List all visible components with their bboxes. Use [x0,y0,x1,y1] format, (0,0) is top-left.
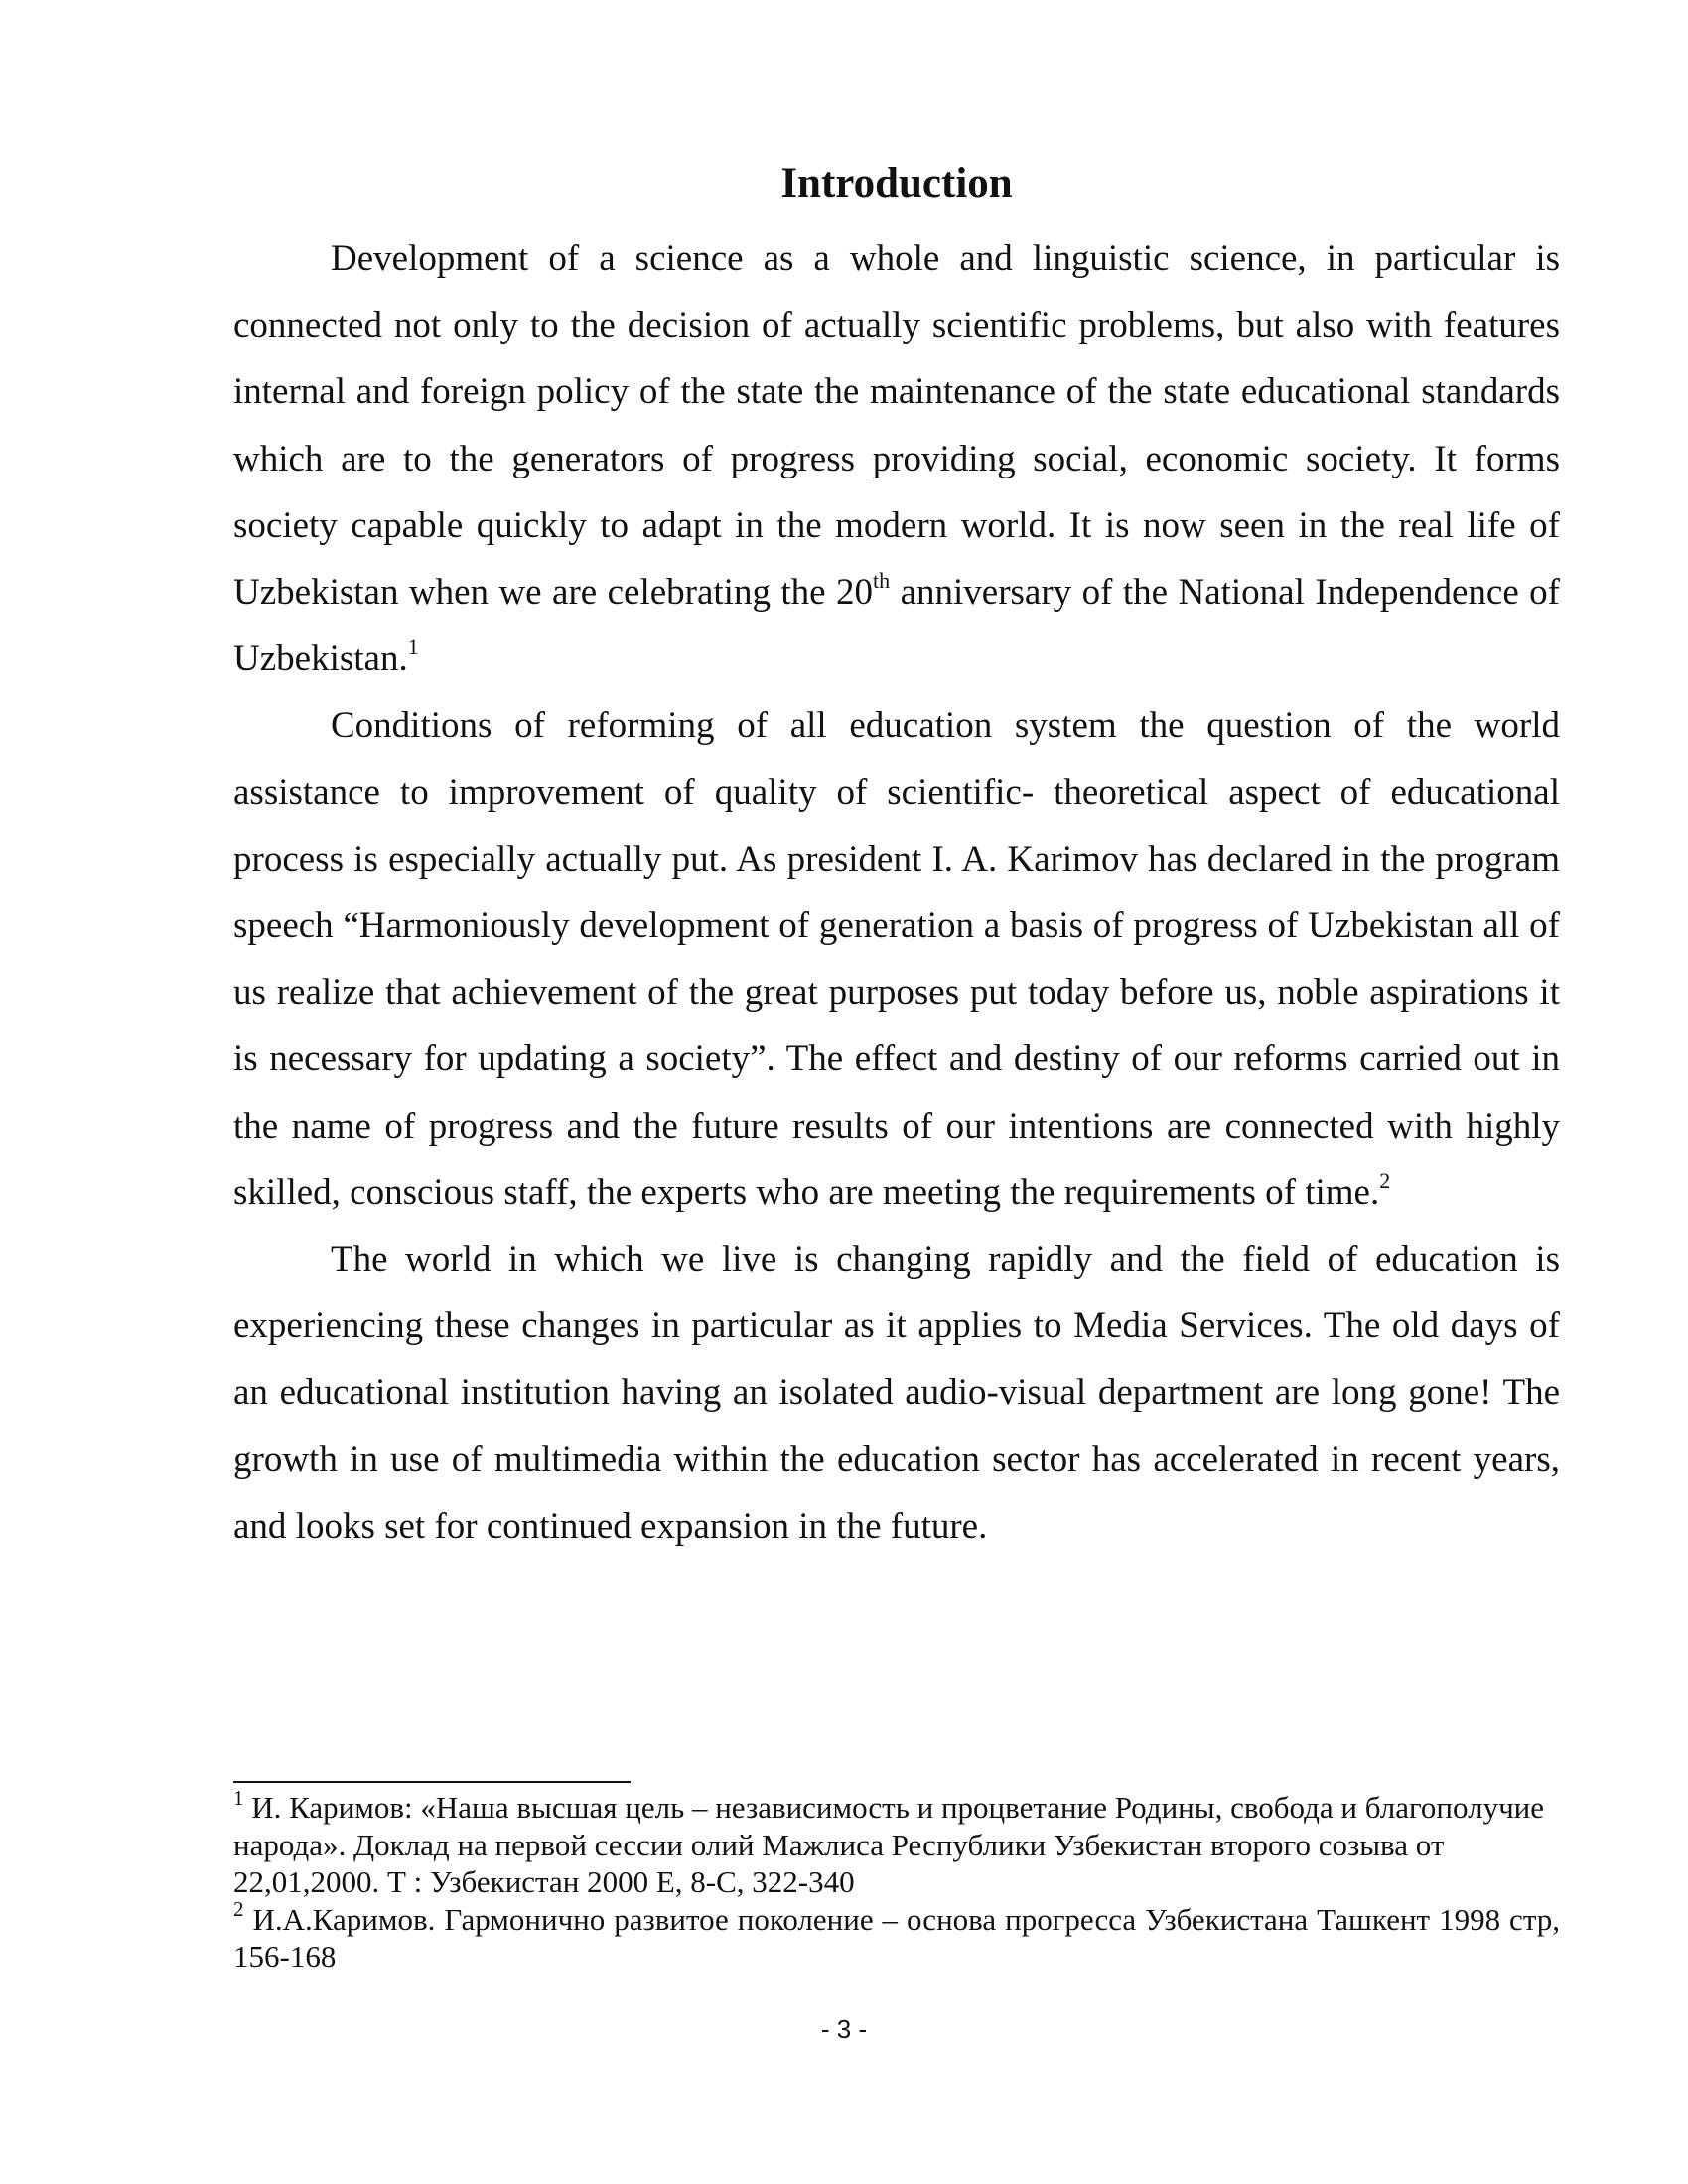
footnote-text: И.А.Каримов. Гармонично развитое поколение – основа прогресса Узбекистана Ташкент 1998 стр, 156-168 [233,1901,1560,1974]
paragraph-2 [233,692,1560,1226]
footnote-marker: 1 [233,1785,244,1810]
body-text [233,225,1560,1560]
footnotes [233,1785,1560,1976]
footnote-separator [233,1781,631,1783]
paragraph-1 [233,225,1560,692]
page-title: Introduction [780,160,1013,206]
paragraph-text: anniversary of the National Independence of Uzbekistan. [233,572,1560,680]
paragraph-text: Conditions of reforming of all education system the question of the world assistance to improvement of quality of scientific- theoretical aspect of educational process is especially actually put. As president I. A. Karimov has declared in the program speech “Harmoniously development of generation a basis of progress of Uzbekistan all of us realize that achievement of the great purposes put today before us, noble aspirations it is necessary for updating a society”. The effect and destiny of our reforms carried out in the name of progress and the future results of our intentions are connected with highly skilled, conscious staff, the experts who are meeting the requirements of time. [233,705,1560,1213]
footnote-marker: 2 [233,1897,244,1922]
superscript-ordinal: th [873,567,891,593]
footnote-2 [233,1897,1560,1976]
footnote-reference-2[interactable]: 2 [1379,1167,1391,1193]
footnote-text: И. Каримов: «Наша высшая цель – независимость и процветание Родины, свобода и благополучие народа». Доклад на первой сессии олий Мажлиса Республики Узбекистан второго созыва от 22,01,2000. Т : Узбекистан 2000 Е, 8-С, 322-340 [233,1790,1545,1899]
paragraph-text: The world in which we live is changing rapidly and the field of education is experiencing these changes in particular as it applies to Media Services. The old days of an educational institution having an isolated audio-visual department are long gone! The growth in use of multimedia within the education sector has accelerated in recent years, and looks set for continued expansion in the future. [233,1239,1560,1547]
footnote-1 [233,1785,1560,1901]
paragraph-text: Development of a science as a whole and linguistic science, in particular is connected not only to the decision of actually scientific problems, but also with features internal and foreign policy of the state the maintenance of the state educational standards which are to the generators of progress providing social, economic society. It forms society capable quickly to adapt in the modern world. It is now seen in the real life of Uzbekistan when we are celebrating the 20 [233,238,1560,614]
footnote-reference-1[interactable]: 1 [407,633,419,659]
paragraph-3 [233,1226,1560,1560]
page-number: - 3 - [820,2014,868,2044]
